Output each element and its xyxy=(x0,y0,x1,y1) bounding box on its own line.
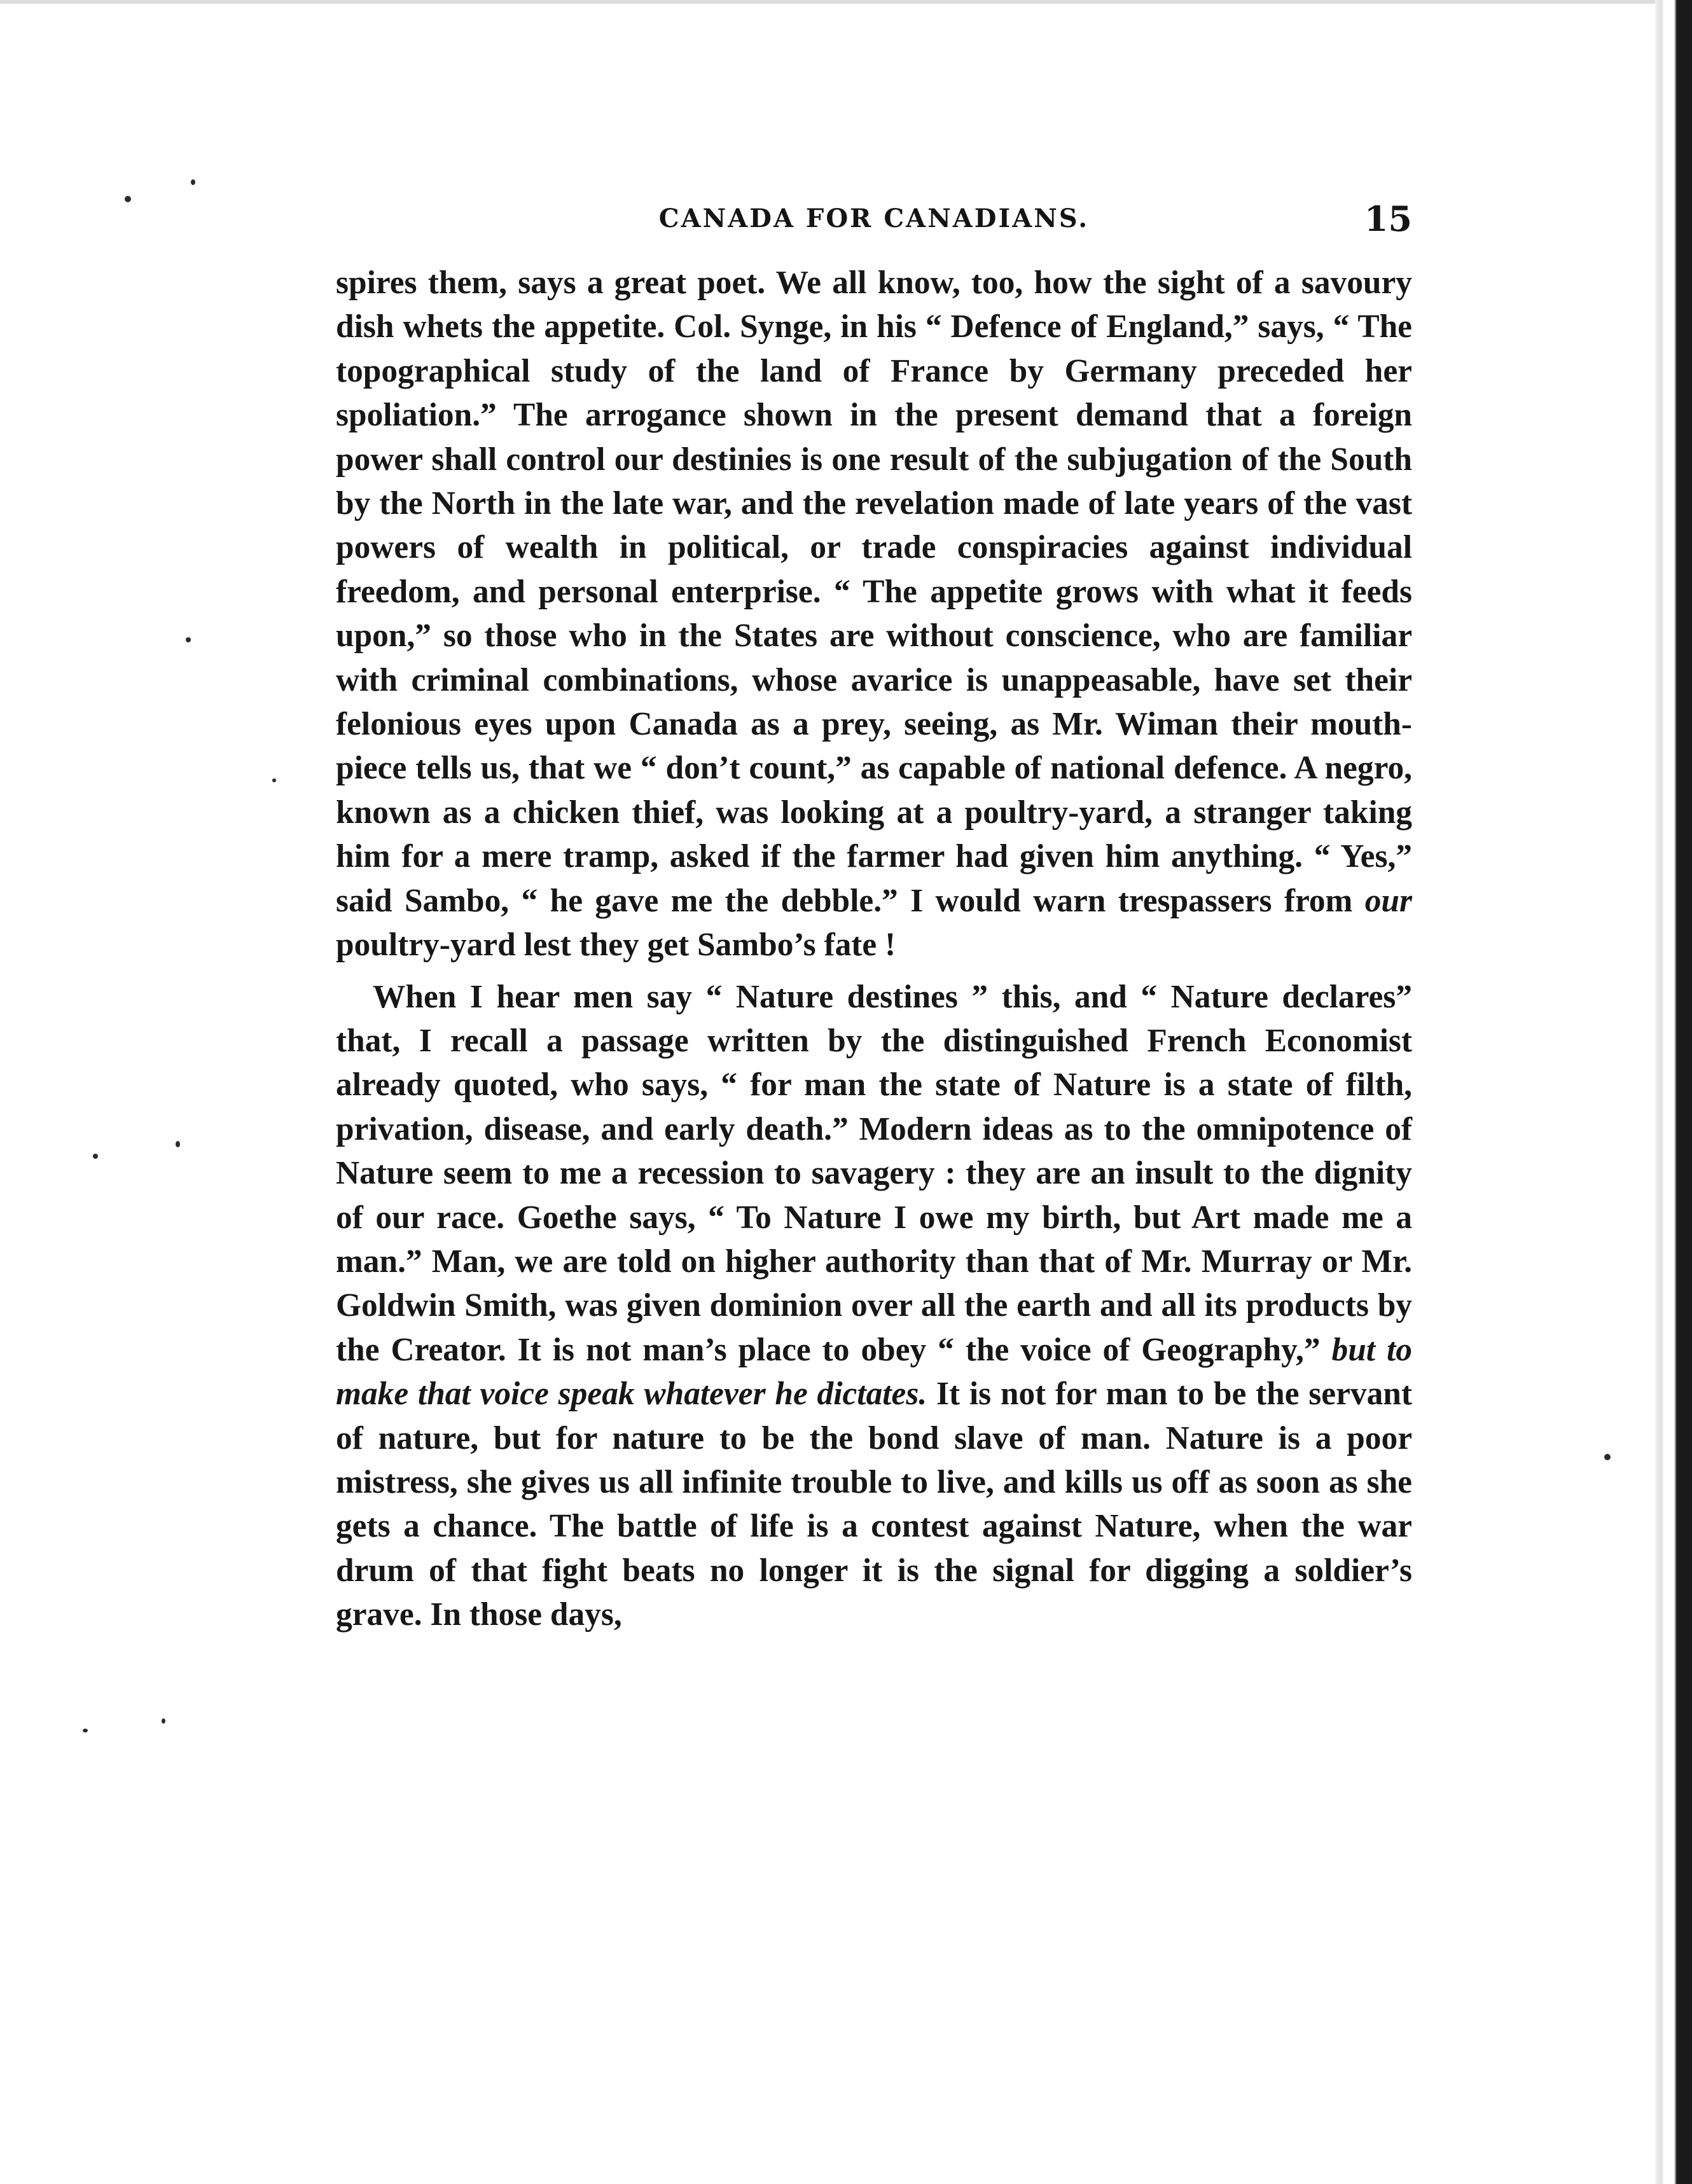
scan-speck xyxy=(125,196,131,202)
scan-speck xyxy=(83,1729,88,1732)
scan-speck xyxy=(186,637,191,642)
text-segment: When I hear men say “ Nature destines ” this, and “ Nature declares” that, I recall a passage written by the distinguished French Economist already quoted, who says, “ for man the state of Nature is a state of filth, privation, disease, and early death.” Modern ideas as to the omnipotence of Nature seem to me a recession to savagery : they are an insult to the dignity of our race. Goethe says, “ To Nature I owe my birth, but Art made me a man.” Man, we are told on higher authority than that of Mr. Murray or Mr. Goldwin Smith, was given dominion over all the earth and all its products by the Creator. It is not man’s place to obey “ the voice of Geography,” xyxy=(336,978,1412,1368)
text-segment: poultry-yard lest they get Sambo’s fate ! xyxy=(336,927,896,964)
page-number: 15 xyxy=(1364,198,1412,239)
italic-text-segment: but to make that voice speak whatever he dictates. xyxy=(336,1331,1412,1413)
running-title: CANADA FOR CANADIANS. xyxy=(658,204,1090,233)
paragraph-nature xyxy=(336,975,1412,1637)
scan-speck xyxy=(191,179,195,185)
scan-speck xyxy=(272,778,276,782)
paragraph-continuation xyxy=(336,261,1412,967)
scan-speck xyxy=(1604,1454,1611,1460)
italic-text-segment: our xyxy=(1364,882,1412,919)
text-segment: It is not for man to be the servant of nature, but for nature to be the bond slave of man. Nature is a poor mistress, she gives us all infinite trouble to live, and kills us off as soon as she gets a chance. The battle of life is a contest against Nature, when the war drum of that fight beats no longer it is the signal for digging a soldier’s grave. In those days, xyxy=(336,1376,1412,1633)
scan-right-edge xyxy=(1655,0,1692,2184)
scan-speck xyxy=(162,1718,165,1724)
book-page xyxy=(336,191,1412,1637)
text-segment: spires them, says a great poet. We all know, too, how the sight of a savoury dish whets the appetite. Col. Synge, in his “ Defence of England,” says, “ The topographical study of the land of France by Germany preceded her spoliation.” The arrogance shown in the present demand that a foreign power shall control our destinies is one result of the subjugation of the South by the North in the late war, and the revelation made of late years of the vast powers of wealth in political, or trade conspiracies against individual freedom, and personal enterprise. “ The appetite grows with what it feeds upon,” so those who in the States are without conscience, who are familiar with criminal combinations, whose avarice is unappeasable, have set their felonious eyes upon Canada as a prey, seeing, as Mr. Wiman their mouth-piece tells us, that we “ don’t count,” as capable of national defence. A negro, known as a chicken thief, was looking at a poultry-yard, a stranger taking him for a mere tramp, asked if the farmer had given him anything. “ Yes,” said Sambo, “ he gave me the debble.” I would warn trespassers from xyxy=(336,265,1412,919)
scan-top-edge xyxy=(0,0,1692,4)
running-head xyxy=(336,191,1412,261)
scan-speck xyxy=(93,1154,98,1159)
scan-speck xyxy=(176,1141,180,1147)
